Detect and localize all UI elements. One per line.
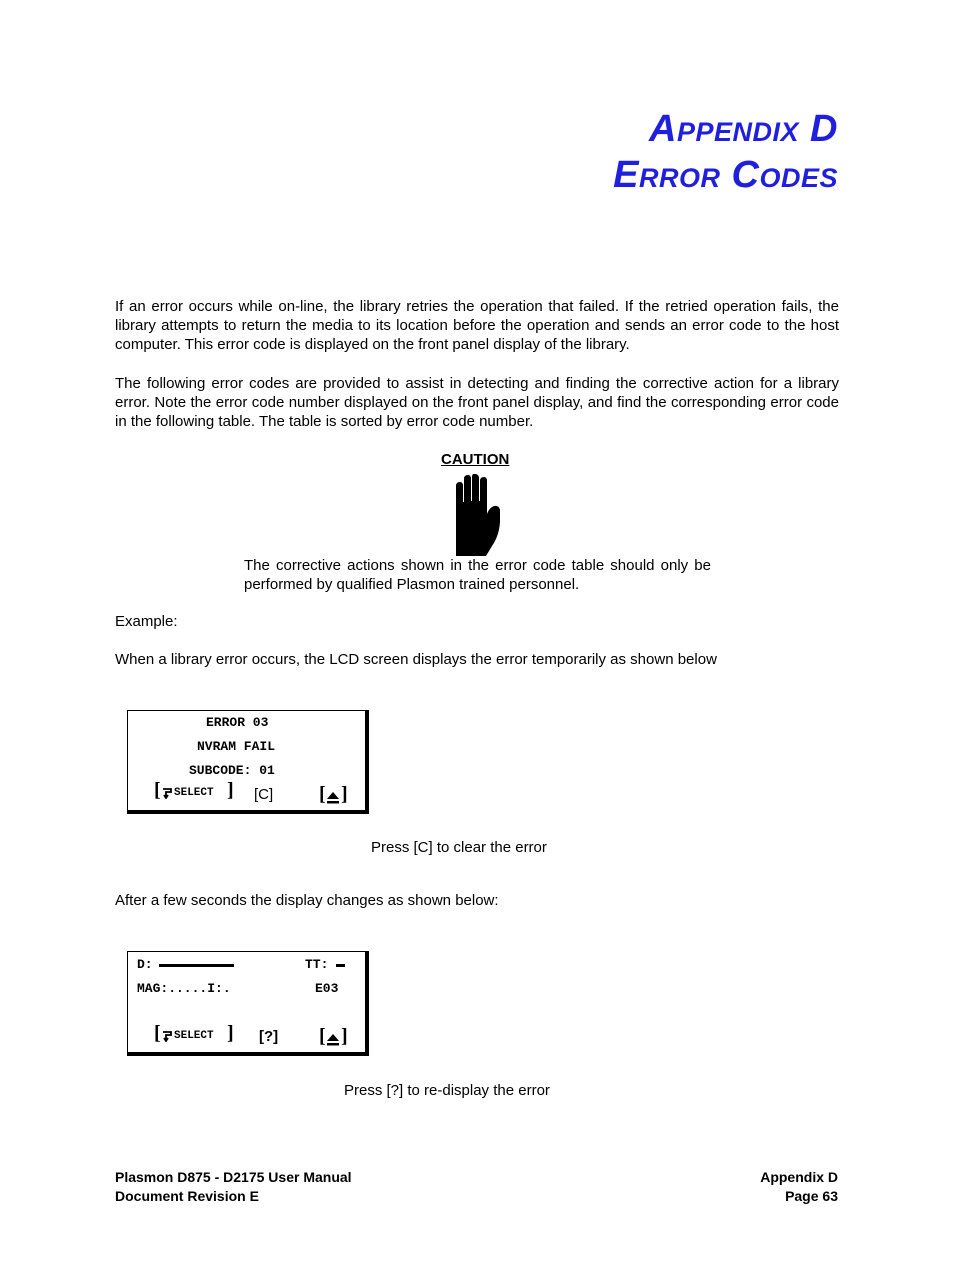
enter-arrow-icon	[161, 1030, 173, 1042]
clear-key-label: [C]	[254, 786, 274, 803]
lcd-display-status	[127, 951, 369, 1056]
footer-appendix: Appendix D	[760, 1169, 838, 1185]
footer-manual-title: Plasmon D875 - D2175 User Manual	[115, 1169, 352, 1185]
select-bracket-left: [	[154, 1022, 161, 1044]
tt-label: TT:	[305, 957, 329, 972]
select-bracket-right: ]	[227, 1022, 234, 1044]
lcd1-caption: Press [C] to clear the error	[371, 839, 547, 856]
select-bracket-left: [	[154, 779, 161, 801]
drive-label: D:	[137, 957, 153, 972]
stop-hand-icon	[452, 474, 504, 558]
eject-bracket-right: ]	[341, 783, 348, 805]
enter-arrow-icon	[161, 787, 173, 799]
lcd-line-subcode: SUBCODE: 01	[189, 763, 275, 778]
select-label: SELECT	[174, 1030, 214, 1042]
footer-page-number: Page 63	[785, 1188, 838, 1204]
lcd-line-nvram: NVRAM FAIL	[197, 739, 276, 754]
eject-icon	[326, 791, 340, 804]
eject-bracket-left: [	[319, 1025, 326, 1047]
eject-icon	[326, 1033, 340, 1046]
intro-paragraph-1: If an error occurs while on-line, the library retries the operation that failed. If the retried operation fails, the library attempts to return the media to its location before the operation and sends an error code to the host computer. This error code is displayed on the front panel display of the library.	[115, 298, 839, 353]
appendix-subtitle: Error Codes	[613, 154, 838, 196]
select-bracket-right: ]	[227, 779, 234, 801]
lcd2-caption: Press [?] to re-display the error	[344, 1082, 550, 1099]
tt-dash	[336, 964, 345, 967]
help-key-label: [?]	[259, 1028, 279, 1045]
intro-paragraph-2: The following error codes are provided to assist in detecting and finding the corrective action for a library error. Note the error code number displayed on the front panel display, and find the corresponding error code in the following table. The table is sorted by error code number.	[115, 375, 839, 430]
error-code-display: E03	[315, 981, 339, 996]
after-text: After a few seconds the display changes as shown below:	[115, 892, 499, 909]
lcd-display-error	[127, 710, 369, 814]
drive-dashes	[159, 964, 234, 967]
caution-text: The corrective actions shown in the error code table should only be performed by qualified Plasmon trained personnel.	[244, 557, 711, 593]
example-label: Example:	[115, 613, 178, 630]
lcd-line-error: ERROR 03	[206, 715, 269, 730]
example-intro: When a library error occurs, the LCD screen displays the error temporarily as shown below	[115, 651, 717, 668]
select-label: SELECT	[174, 787, 214, 799]
footer-revision: Document Revision E	[115, 1188, 259, 1204]
eject-bracket-right: ]	[341, 1025, 348, 1047]
mag-line: MAG:.....I:.	[137, 981, 231, 996]
appendix-title: Appendix D	[649, 108, 838, 150]
eject-bracket-left: [	[319, 783, 326, 805]
caution-heading: CAUTION	[441, 451, 510, 468]
